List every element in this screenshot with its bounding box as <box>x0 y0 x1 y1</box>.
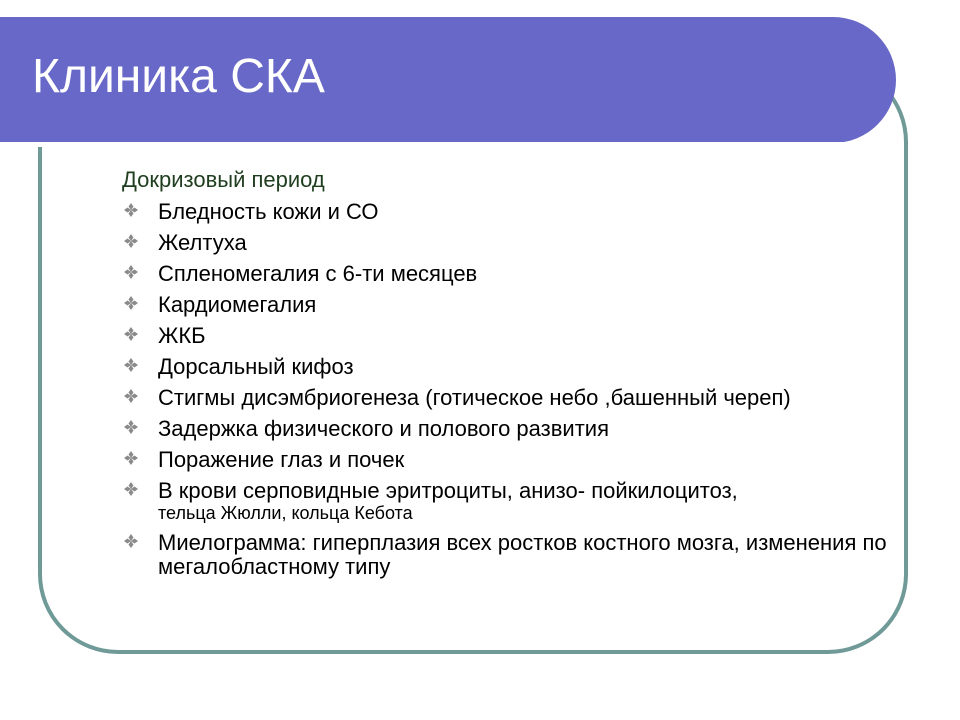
diamond-bullet-icon <box>124 482 138 496</box>
bullet-item <box>122 417 902 441</box>
bullet-text: Желтуха <box>158 230 247 255</box>
bullet-subtext: тельца Жюлли, кольца Кебота <box>158 503 413 523</box>
bullet-text: Поражение глаз и почек <box>158 447 405 472</box>
bullet-text: Дорсальный кифоз <box>158 354 354 379</box>
bullet-item <box>122 262 902 286</box>
bullet-text: ЖКБ <box>158 323 206 348</box>
bullet-item <box>122 386 902 410</box>
bullet-item <box>122 448 902 472</box>
diamond-bullet-icon <box>124 327 138 341</box>
bullet-item <box>122 479 902 524</box>
diamond-bullet-icon <box>124 203 138 217</box>
diamond-bullet-icon <box>124 296 138 310</box>
title-underline <box>0 142 848 147</box>
bullet-text: Бледность кожи и СО <box>158 199 379 224</box>
diamond-bullet-icon <box>124 234 138 248</box>
slide-content <box>122 166 902 586</box>
diamond-bullet-icon <box>124 389 138 403</box>
diamond-bullet-icon <box>124 265 138 279</box>
diamond-bullet-icon <box>124 451 138 465</box>
bullet-text: Спленомегалия с 6-ти месяцев <box>158 261 478 286</box>
bullet-text: Задержка физического и полового развития <box>158 416 609 441</box>
bullet-text: В крови серповидные эритроциты, анизо- пойкилоцитоз, <box>158 478 738 503</box>
bullet-item <box>122 293 902 317</box>
slide-title: Клиника СКА <box>32 50 325 103</box>
bullet-item <box>122 200 902 224</box>
bullet-item <box>122 531 902 579</box>
bullet-item <box>122 324 902 348</box>
bullet-item <box>122 355 902 379</box>
diamond-bullet-icon <box>124 358 138 372</box>
bullet-text: Стигмы дисэмбриогенеза (готическое небо ,башенный череп) <box>158 385 791 410</box>
bullet-text: Миелограмма: гиперплазия всех ростков костного мозга, изменения по мегалобластному типу <box>158 530 887 579</box>
bullet-item <box>122 231 902 255</box>
section-subheading: Докризовый период <box>122 167 325 192</box>
diamond-bullet-icon <box>124 534 138 548</box>
diamond-bullet-icon <box>124 420 138 434</box>
bullet-list <box>122 200 902 579</box>
bullet-text: Кардиомегалия <box>158 292 317 317</box>
